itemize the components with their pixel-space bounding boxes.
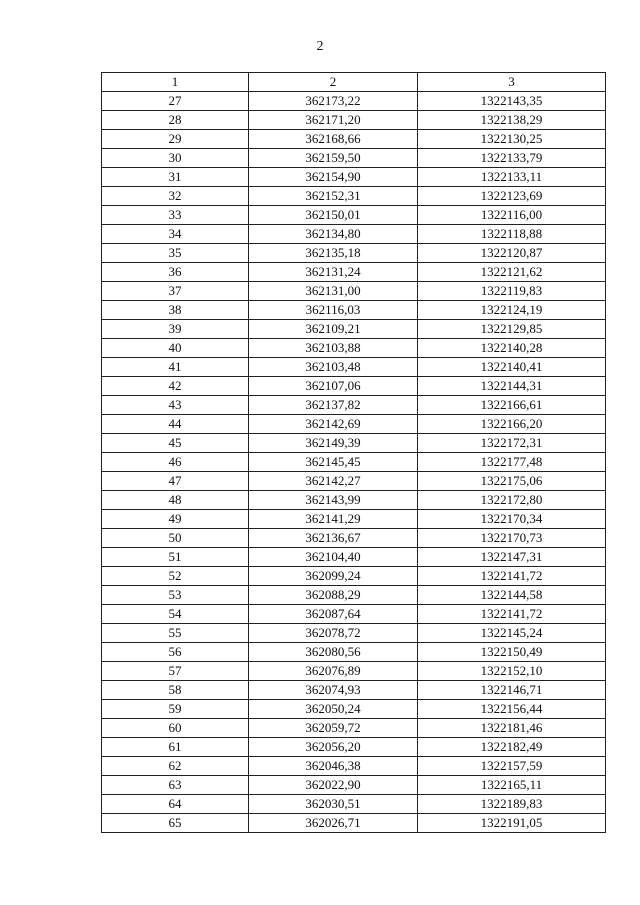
cell-x-coordinate: 362141,29 xyxy=(249,510,418,529)
table-body xyxy=(102,92,606,833)
table-row xyxy=(102,339,606,358)
cell-point-number: 32 xyxy=(102,187,249,206)
cell-point-number: 62 xyxy=(102,757,249,776)
cell-point-number: 49 xyxy=(102,510,249,529)
cell-x-coordinate: 362087,64 xyxy=(249,605,418,624)
cell-point-number: 50 xyxy=(102,529,249,548)
cell-point-number: 41 xyxy=(102,358,249,377)
cell-x-coordinate: 362050,24 xyxy=(249,700,418,719)
cell-x-coordinate: 362142,27 xyxy=(249,472,418,491)
cell-point-number: 56 xyxy=(102,643,249,662)
cell-point-number: 36 xyxy=(102,263,249,282)
table-row xyxy=(102,377,606,396)
cell-y-coordinate: 1322124,19 xyxy=(418,301,606,320)
header-cell-x-coordinate: 2 xyxy=(249,73,418,92)
cell-y-coordinate: 1322191,05 xyxy=(418,814,606,833)
cell-y-coordinate: 1322133,11 xyxy=(418,168,606,187)
cell-x-coordinate: 362107,06 xyxy=(249,377,418,396)
cell-x-coordinate: 362056,20 xyxy=(249,738,418,757)
cell-y-coordinate: 1322172,31 xyxy=(418,434,606,453)
cell-y-coordinate: 1322140,41 xyxy=(418,358,606,377)
cell-point-number: 37 xyxy=(102,282,249,301)
cell-point-number: 61 xyxy=(102,738,249,757)
coordinates-table xyxy=(101,72,606,833)
cell-y-coordinate: 1322189,83 xyxy=(418,795,606,814)
cell-x-coordinate: 362136,67 xyxy=(249,529,418,548)
table-row xyxy=(102,548,606,567)
cell-point-number: 33 xyxy=(102,206,249,225)
table-row xyxy=(102,301,606,320)
cell-point-number: 31 xyxy=(102,168,249,187)
cell-y-coordinate: 1322147,31 xyxy=(418,548,606,567)
cell-y-coordinate: 1322143,35 xyxy=(418,92,606,111)
cell-x-coordinate: 362137,82 xyxy=(249,396,418,415)
cell-y-coordinate: 1322133,79 xyxy=(418,149,606,168)
table-row xyxy=(102,358,606,377)
cell-y-coordinate: 1322144,31 xyxy=(418,377,606,396)
table-row xyxy=(102,225,606,244)
cell-y-coordinate: 1322146,71 xyxy=(418,681,606,700)
cell-point-number: 55 xyxy=(102,624,249,643)
cell-y-coordinate: 1322150,49 xyxy=(418,643,606,662)
table-row xyxy=(102,605,606,624)
cell-y-coordinate: 1322121,62 xyxy=(418,263,606,282)
cell-y-coordinate: 1322129,85 xyxy=(418,320,606,339)
cell-x-coordinate: 362159,50 xyxy=(249,149,418,168)
table-row xyxy=(102,567,606,586)
cell-x-coordinate: 362109,21 xyxy=(249,320,418,339)
cell-point-number: 29 xyxy=(102,130,249,149)
cell-point-number: 51 xyxy=(102,548,249,567)
table-row xyxy=(102,681,606,700)
cell-x-coordinate: 362099,24 xyxy=(249,567,418,586)
cell-y-coordinate: 1322157,59 xyxy=(418,757,606,776)
cell-y-coordinate: 1322152,10 xyxy=(418,662,606,681)
cell-x-coordinate: 362030,51 xyxy=(249,795,418,814)
cell-point-number: 53 xyxy=(102,586,249,605)
cell-point-number: 27 xyxy=(102,92,249,111)
cell-point-number: 63 xyxy=(102,776,249,795)
table-header-row xyxy=(102,73,606,92)
cell-point-number: 46 xyxy=(102,453,249,472)
cell-y-coordinate: 1322119,83 xyxy=(418,282,606,301)
cell-point-number: 47 xyxy=(102,472,249,491)
table-row xyxy=(102,92,606,111)
cell-point-number: 58 xyxy=(102,681,249,700)
cell-x-coordinate: 362134,80 xyxy=(249,225,418,244)
cell-x-coordinate: 362142,69 xyxy=(249,415,418,434)
cell-x-coordinate: 362154,90 xyxy=(249,168,418,187)
table-row xyxy=(102,719,606,738)
cell-y-coordinate: 1322141,72 xyxy=(418,567,606,586)
cell-x-coordinate: 362173,22 xyxy=(249,92,418,111)
cell-y-coordinate: 1322170,73 xyxy=(418,529,606,548)
cell-point-number: 39 xyxy=(102,320,249,339)
cell-x-coordinate: 362171,20 xyxy=(249,111,418,130)
cell-x-coordinate: 362074,93 xyxy=(249,681,418,700)
table-row xyxy=(102,396,606,415)
cell-x-coordinate: 362022,90 xyxy=(249,776,418,795)
cell-x-coordinate: 362078,72 xyxy=(249,624,418,643)
cell-x-coordinate: 362046,38 xyxy=(249,757,418,776)
cell-y-coordinate: 1322144,58 xyxy=(418,586,606,605)
cell-point-number: 60 xyxy=(102,719,249,738)
table-row xyxy=(102,795,606,814)
cell-y-coordinate: 1322141,72 xyxy=(418,605,606,624)
cell-y-coordinate: 1322182,49 xyxy=(418,738,606,757)
cell-x-coordinate: 362104,40 xyxy=(249,548,418,567)
cell-x-coordinate: 362026,71 xyxy=(249,814,418,833)
table-row xyxy=(102,586,606,605)
cell-point-number: 64 xyxy=(102,795,249,814)
cell-x-coordinate: 362150,01 xyxy=(249,206,418,225)
table-row xyxy=(102,738,606,757)
cell-y-coordinate: 1322181,46 xyxy=(418,719,606,738)
cell-point-number: 45 xyxy=(102,434,249,453)
cell-y-coordinate: 1322116,00 xyxy=(418,206,606,225)
cell-y-coordinate: 1322120,87 xyxy=(418,244,606,263)
cell-x-coordinate: 362145,45 xyxy=(249,453,418,472)
cell-point-number: 54 xyxy=(102,605,249,624)
table-row xyxy=(102,168,606,187)
cell-y-coordinate: 1322166,20 xyxy=(418,415,606,434)
table-row xyxy=(102,624,606,643)
cell-x-coordinate: 362131,00 xyxy=(249,282,418,301)
header-cell-y-coordinate: 3 xyxy=(418,73,606,92)
cell-point-number: 38 xyxy=(102,301,249,320)
cell-point-number: 59 xyxy=(102,700,249,719)
table-row xyxy=(102,282,606,301)
table-row xyxy=(102,149,606,168)
table-row xyxy=(102,757,606,776)
cell-point-number: 30 xyxy=(102,149,249,168)
table-row xyxy=(102,700,606,719)
table-row xyxy=(102,491,606,510)
table-row xyxy=(102,529,606,548)
cell-point-number: 42 xyxy=(102,377,249,396)
cell-x-coordinate: 362080,56 xyxy=(249,643,418,662)
cell-x-coordinate: 362059,72 xyxy=(249,719,418,738)
cell-y-coordinate: 1322172,80 xyxy=(418,491,606,510)
table-row xyxy=(102,244,606,263)
cell-point-number: 35 xyxy=(102,244,249,263)
table-row xyxy=(102,453,606,472)
cell-x-coordinate: 362149,39 xyxy=(249,434,418,453)
table-row xyxy=(102,415,606,434)
cell-point-number: 65 xyxy=(102,814,249,833)
cell-x-coordinate: 362076,89 xyxy=(249,662,418,681)
cell-point-number: 40 xyxy=(102,339,249,358)
cell-point-number: 43 xyxy=(102,396,249,415)
cell-x-coordinate: 362088,29 xyxy=(249,586,418,605)
cell-y-coordinate: 1322140,28 xyxy=(418,339,606,358)
cell-x-coordinate: 362116,03 xyxy=(249,301,418,320)
table-row xyxy=(102,776,606,795)
cell-point-number: 28 xyxy=(102,111,249,130)
cell-x-coordinate: 362135,18 xyxy=(249,244,418,263)
header-cell-point-number: 1 xyxy=(102,73,249,92)
table-row xyxy=(102,434,606,453)
cell-point-number: 34 xyxy=(102,225,249,244)
cell-x-coordinate: 362103,48 xyxy=(249,358,418,377)
table-row xyxy=(102,187,606,206)
cell-x-coordinate: 362168,66 xyxy=(249,130,418,149)
cell-x-coordinate: 362152,31 xyxy=(249,187,418,206)
cell-y-coordinate: 1322138,29 xyxy=(418,111,606,130)
table-row xyxy=(102,206,606,225)
table-row xyxy=(102,111,606,130)
cell-y-coordinate: 1322130,25 xyxy=(418,130,606,149)
cell-y-coordinate: 1322145,24 xyxy=(418,624,606,643)
cell-y-coordinate: 1322170,34 xyxy=(418,510,606,529)
table-row xyxy=(102,130,606,149)
cell-point-number: 44 xyxy=(102,415,249,434)
cell-y-coordinate: 1322175,06 xyxy=(418,472,606,491)
cell-y-coordinate: 1322177,48 xyxy=(418,453,606,472)
table-row xyxy=(102,643,606,662)
cell-y-coordinate: 1322165,11 xyxy=(418,776,606,795)
page-number: 2 xyxy=(316,39,324,54)
table-row xyxy=(102,662,606,681)
table-row xyxy=(102,814,606,833)
cell-x-coordinate: 362143,99 xyxy=(249,491,418,510)
table-row xyxy=(102,263,606,282)
table-row xyxy=(102,320,606,339)
cell-point-number: 48 xyxy=(102,491,249,510)
table-row xyxy=(102,510,606,529)
cell-y-coordinate: 1322166,61 xyxy=(418,396,606,415)
cell-point-number: 57 xyxy=(102,662,249,681)
cell-x-coordinate: 362131,24 xyxy=(249,263,418,282)
cell-y-coordinate: 1322156,44 xyxy=(418,700,606,719)
cell-point-number: 52 xyxy=(102,567,249,586)
cell-y-coordinate: 1322123,69 xyxy=(418,187,606,206)
table-row xyxy=(102,472,606,491)
cell-y-coordinate: 1322118,88 xyxy=(418,225,606,244)
cell-x-coordinate: 362103,88 xyxy=(249,339,418,358)
